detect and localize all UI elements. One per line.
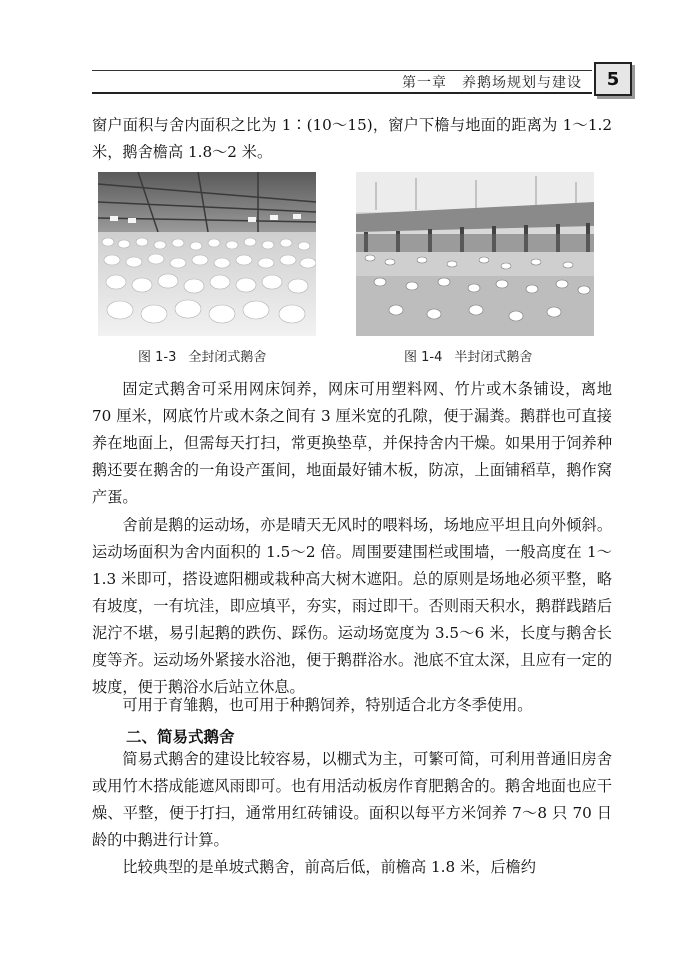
paragraph-usage: 可用于育雏鹅，也可用于种鹅饲养，特别适合北方冬季使用。 xyxy=(122,696,533,714)
running-header xyxy=(92,68,632,94)
paragraph-single-slope: 比较典型的是单坡式鹅舍，前高后低，前檐高 1.8 米，后檐约 xyxy=(122,858,536,876)
figure-semi-enclosed-goose-house xyxy=(356,172,594,336)
paragraph-net-bed: 固定式鹅舍可采用网床饲养，网床可用塑料网、竹片或木条铺设，离地 70 厘米，网底竹片或木条之间有 3 厘米宽的孔隙，便于漏粪。鹅群也可直接养在地面上，但需每天打扫，常更换垫草，并保持舍内干燥。如果用于饲养种鹅还要在鹅舍的一角设产蛋间，地面最好铺木板，防凉，上面铺稻草，鹅作窝产蛋。 xyxy=(92,380,612,506)
page-number: 5 xyxy=(594,62,632,96)
paragraph-simple-house: 简易式鹅舍的建设比较容易，以棚式为主，可繁可简，可利用普通旧房舍或用竹木搭成能遮风雨即可。也有用活动板房作育肥鹅舍的。鹅舍地面也应干燥、平整，便于打扫，通常用红砖铺设。面积以每平方米饲养 7～8 只 70 日龄的中鹅进行计算。 xyxy=(92,750,612,849)
figure-number: 图 1-4 xyxy=(404,350,443,365)
chapter-title: 第一章 养鹅场规划与建设 xyxy=(402,75,582,91)
figure-caption-1-3 xyxy=(138,346,266,365)
header-rule xyxy=(92,92,592,94)
figure-caption-1-4 xyxy=(404,346,532,365)
figure-caption-text: 半封闭式鹅舍 xyxy=(454,350,533,365)
paragraph-window-ratio: 窗户面积与舍内面积之比为 1∶(10～15)，窗户下檐与地面的距离为 1～1.2 米，鹅舍檐高 1.8～2 米。 xyxy=(92,116,612,161)
enclosed-goose-house-image xyxy=(98,172,316,336)
header-top-rule xyxy=(92,70,592,71)
paragraph-exercise-yard: 舍前是鹅的运动场，亦是晴天无风时的喂料场，场地应平坦且向外倾斜。运动场面积为舍内面积的 1.5～2 倍。周围要建围栏或围墙，一般高度在 1～1.3 米即可，搭设遮阳棚或栽种高大树木遮阳。总的原则是场地必须平整，略有坡度，一有坑洼，即应填平，夯实，雨过即干。否则雨天积水，鹅群践踏后泥泞不堪，易引起鹅的跌伤、踩伤。运动场宽度为 3.5～6 米，长度与鹅舍长度等齐。运动场外紧接水浴池，便于鹅群浴水。池底不宜太深，且应有一定的坡度，便于鹅浴水后站立休息。 xyxy=(92,516,612,696)
section-heading: 二、简易式鹅舍 xyxy=(126,728,235,746)
figure-caption-text: 全封闭式鹅舍 xyxy=(188,350,267,365)
semi-enclosed-goose-house-image xyxy=(356,172,594,336)
figure-number: 图 1-3 xyxy=(138,350,177,365)
figure-enclosed-goose-house xyxy=(98,172,316,336)
